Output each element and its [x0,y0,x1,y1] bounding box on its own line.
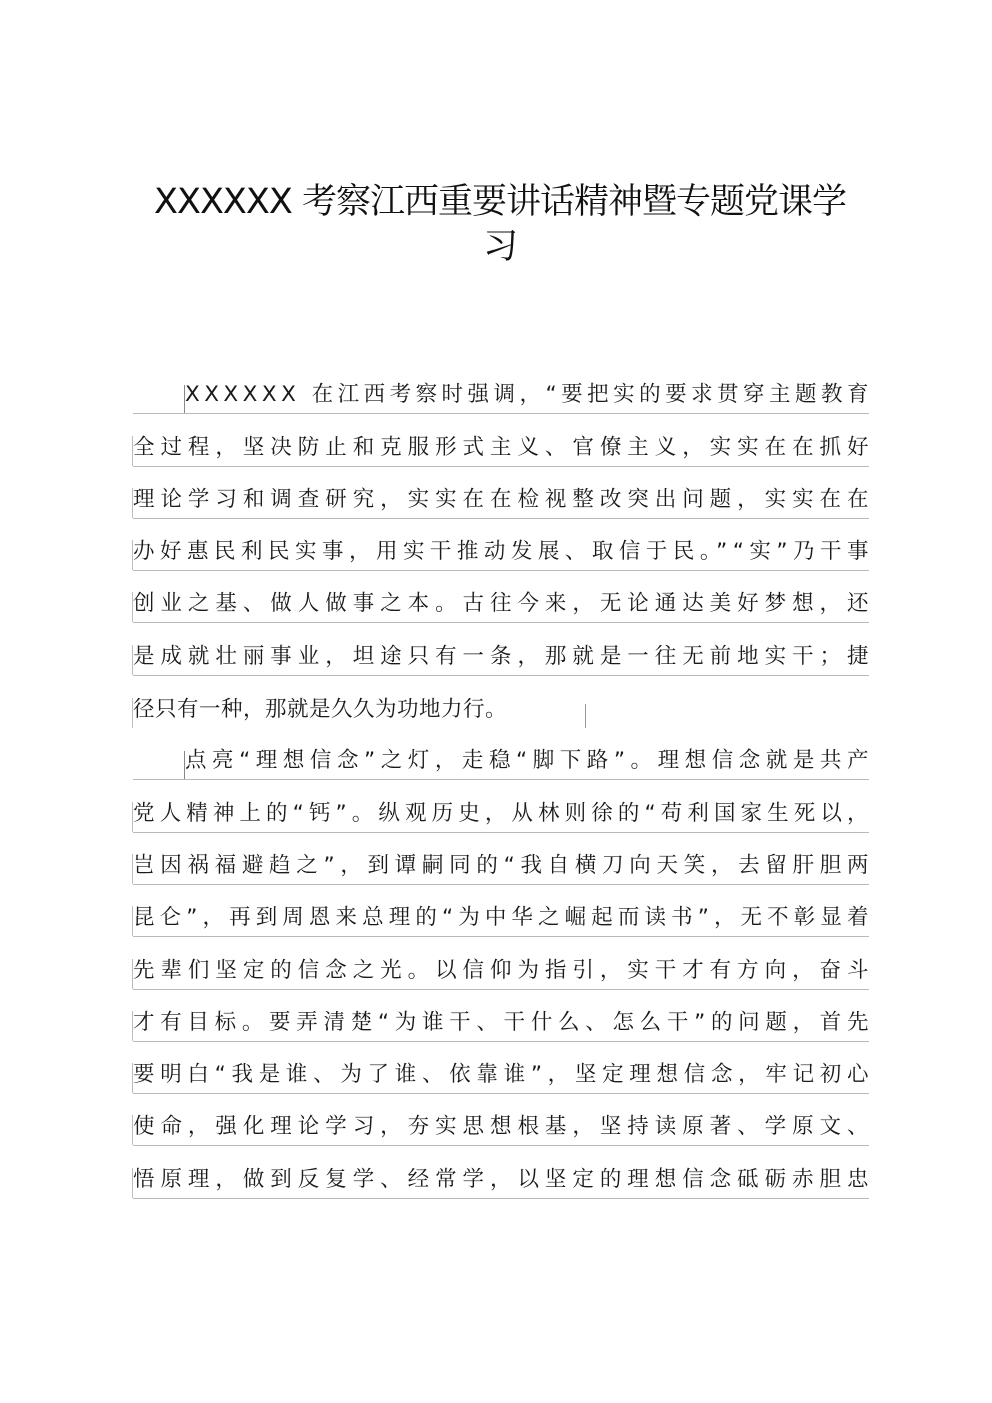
paragraph-2-line-3: 岂因祸福避趋之”，到谭嗣同的“我自横刀向天笑，去留肝胆两 [133,833,869,885]
paragraph-1-line-7: 径只有一种，那就是久久为功地力行。 [133,676,869,728]
document-title [120,180,880,270]
paragraph-2-line-5: 先辈们坚定的信念之光。以信仰为指引，实干才有方向，奋斗 [133,937,869,989]
paragraph-1-line-4: 办好惠民利民实事，用实干推动发展、取信于民。”“实”乃干事 [133,519,869,571]
paragraph-1-line-6: 是成就壮丽事业，坦途只有一条，那就是一往无前地实干；捷 [133,623,869,675]
paragraph-1-line-2: 全过程，坚决防止和克服形式主义、官僚主义，实实在在抓好 [133,414,869,466]
paragraph-1-line-1: XXXXXX 在江西考察时强调，“要把实的要求贯穿主题教育 [133,362,869,414]
paragraph-1-line-3: 理论学习和调查研究，实实在在检视整改突出问题，实实在在 [133,467,869,519]
paragraph-2-line-4: 昆仑”，再到周恩来总理的“为中华之崛起而读书”，无不彰显着 [133,885,869,937]
paragraph-2-line-7: 要明白“我是谁、为了谁、依靠谁”，坚定理想信念，牢记初心 [133,1042,869,1094]
paragraph-2-line-9: 悟原理，做到反复学、经常学，以坚定的理想信念砥砺赤胆忠 [133,1146,869,1198]
paragraph-end-mark [585,704,586,728]
paragraph-1-line-5: 创业之基、做人做事之本。古往今来，无论通达美好梦想，还 [133,571,869,623]
title-line-2: 习 [482,227,517,267]
paragraph-2-line-6: 才有目标。要弄清楚“为谁干、干什么、怎么干”的问题，首先 [133,990,869,1042]
paragraph-2-line-2: 党人精神上的“钙”。纵观历史，从林则徐的“苟利国家生死以， [133,780,869,832]
document-body [133,362,875,1199]
title-line-1: XXXXXX 考察江西重要讲话精神暨专题党课学 [154,182,846,222]
paragraph-2-line-8: 使命，强化理论学习，夯实思想根基，坚持读原著、学原文、 [133,1094,869,1146]
paragraph-2-line-1: 点亮“理想信念”之灯，走稳“脚下路”。理想信念就是共产 [133,728,869,780]
